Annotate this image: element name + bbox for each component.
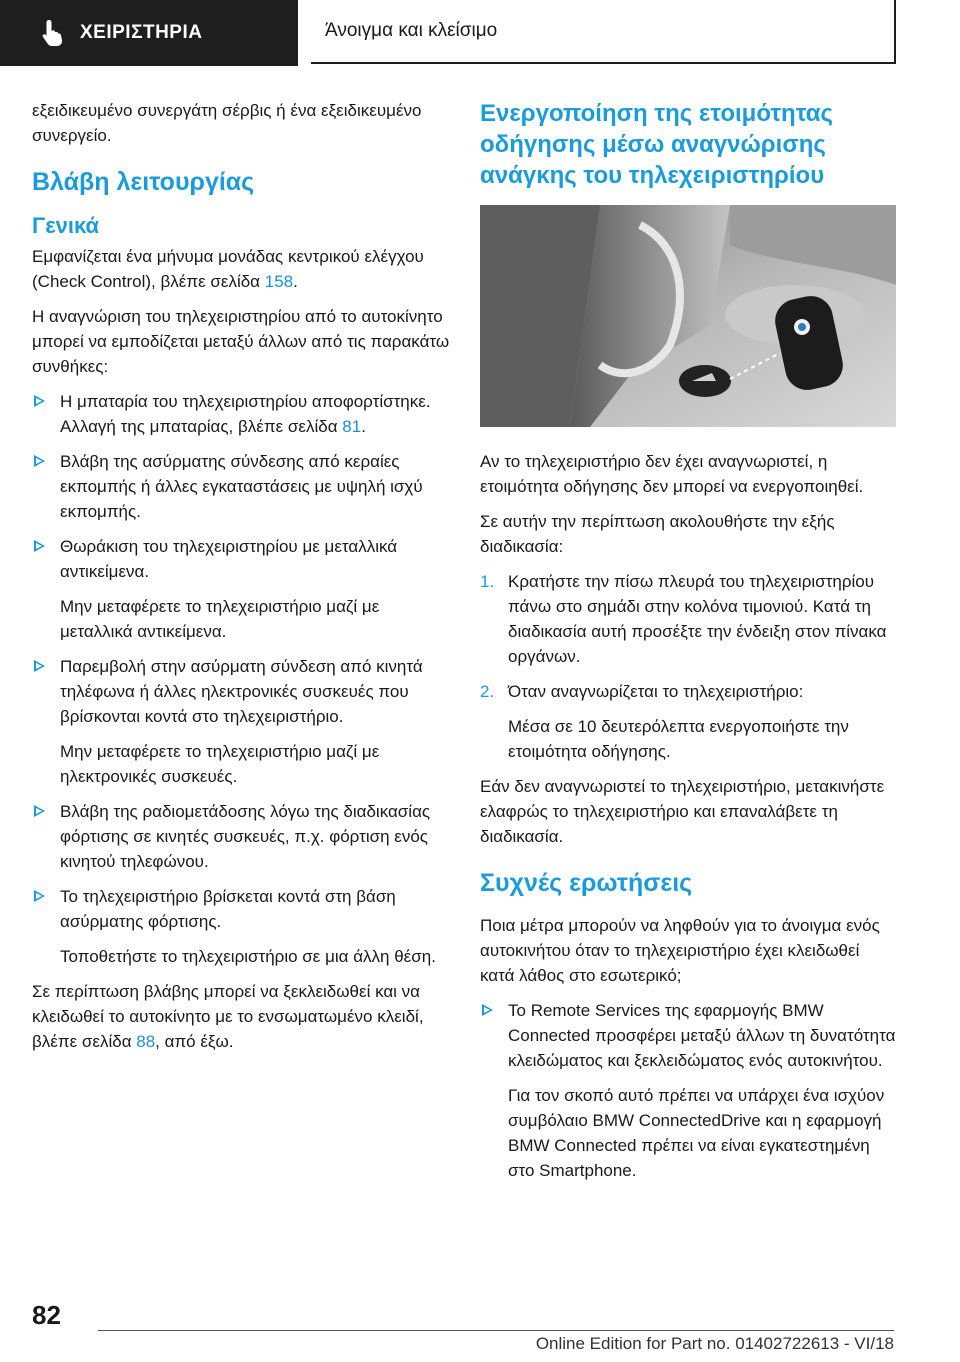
step-item: 1. Κρατήστε την πίσω πλευρά του τηλεχειριστηρίου πάνω στο σημάδι στην κολόνα τιμονιού. Κατά τη διαδικασία αυτή προσέξτε την ένδειξη στον πίνακα οργάνων. xyxy=(480,569,896,669)
remote-key-on-steering-column-image xyxy=(480,205,896,427)
retry-paragraph: Εάν δεν αναγνωριστεί το τηλεχειριστήριο, μετακινήστε ελαφρώς το τηλεχειριστήριο και επαναλάβετε τη διαδικασία. xyxy=(480,777,885,846)
list-item-note: Μην μεταφέρετε το τηλεχειριστήριο μαζί με ηλεκτρονικές συσκευές. xyxy=(60,742,380,786)
bullet-triangle-icon xyxy=(34,805,45,817)
page-link-81[interactable]: 81 xyxy=(342,417,362,436)
page-header xyxy=(0,0,960,66)
faq-question: Ποια μέτρα μπορούν να ληφθούν για το άνοιγμα ενός αυτοκινήτου όταν το τηλεχειριστήριο έχει κλειδωθεί κατά λάθος στο εσωτερικό; xyxy=(480,916,880,985)
left-column xyxy=(32,98,452,1064)
section-heading-drive-ready: Ενεργοποίηση της ετοιμότητας οδήγησης μέσω αναγνώρισης ανάγκης του τηλεχειριστηρίου xyxy=(480,100,833,189)
not-recognised-paragraph: Αν το τηλεχειριστήριο δεν έχει αναγνωριστεί, η ετοιμότητα οδήγησης δεν μπορεί να ενεργοποιηθεί. xyxy=(480,452,864,496)
section-tab[interactable] xyxy=(0,0,298,66)
list-item-note: Μην μεταφέρετε το τηλεχειριστήριο μαζί με μεταλλικά αντικείμενα. xyxy=(60,597,380,641)
list-item-note: Για τον σκοπό αυτό πρέπει να υπάρχει ένα ισχύον συμβόλαιο BMW ConnectedDrive και η εφαρμογή BMW Connected πρέπει να είναι εγκατεστημένη στο Smartphone. xyxy=(508,1086,885,1180)
bullet-triangle-icon xyxy=(34,455,45,467)
list-item: Η μπαταρία του τηλεχειριστηρίου αποφορτίστηκε. Αλλαγή της μπαταρίας, βλέπε σελίδα 81. xyxy=(32,389,452,439)
bullet-triangle-icon xyxy=(34,395,45,407)
bullet-triangle-icon xyxy=(482,1004,493,1016)
list-item: Θωράκιση του τηλεχειριστηρίου με μεταλλικά αντικείμενα. Μην μεταφέρετε το τηλεχειριστήριο μαζί με μεταλλικά αντικείμενα. xyxy=(32,534,452,644)
section-heading-faq: Συχνές ερωτήσεις xyxy=(480,869,693,897)
section-tab-label: ΧΕΙΡΙΣΤΗΡΙΑ xyxy=(80,22,203,43)
right-column xyxy=(480,98,896,1193)
page-number: 82 xyxy=(32,1300,61,1330)
step-item: 2. Όταν αναγνωρίζεται το τηλεχειριστήριο: Μέσα σε 10 δευτερόλεπτα ενεργοποιήστε την ετοιμότητα οδήγησης. xyxy=(480,679,896,764)
step-note: Μέσα σε 10 δευτερόλεπτα ενεργοποιήστε την ετοιμότητα οδήγησης. xyxy=(508,717,849,761)
section-heading-malfunction: Βλάβη λειτουργίας xyxy=(32,168,255,196)
list-item: Βλάβη της ασύρματης σύνδεσης από κεραίες εκπομπής ή άλλες εγκαταστάσεις με υψηλή ισχύ εκπομπής. xyxy=(32,449,452,524)
list-item: Βλάβη της ραδιομετάδοσης λόγω της διαδικασίας φόρτισης σε κινητές συσκευές, π.χ. φόρτιση ενός κινητού τηλεφώνου. xyxy=(32,799,452,874)
page-link-88[interactable]: 88 xyxy=(136,1032,156,1051)
procedure-intro-paragraph: Σε αυτήν την περίπτωση ακολουθήστε την εξής διαδικασία: xyxy=(480,512,835,556)
hand-pointer-icon xyxy=(40,18,66,48)
page-link-158[interactable]: 158 xyxy=(264,272,294,291)
bullet-triangle-icon xyxy=(34,660,45,672)
recognition-paragraph: Η αναγνώριση του τηλεχειριστηρίου από το αυτοκίνητο μπορεί να εμποδίζεται μεταξύ άλλων από τις παρακάτω συνθήκες: xyxy=(32,307,450,376)
subheading-general: Γενικά xyxy=(32,213,100,238)
procedure-steps xyxy=(480,569,896,764)
conditions-list xyxy=(32,389,452,969)
list-item: Το τηλεχειριστήριο βρίσκεται κοντά στη βάση ασύρματης φόρτισης. Τοποθετήστε το τηλεχειριστήριο σε μια άλλη θέση. xyxy=(32,884,452,969)
footer-edition: Online Edition for Part no. 01402722613 - VI/18 xyxy=(535,1334,894,1353)
chapter-tab-label: Άνοιγμα και κλείσιμο xyxy=(325,20,498,41)
bullet-triangle-icon xyxy=(34,890,45,902)
chapter-tab[interactable] xyxy=(311,0,896,64)
intro-paragraph: εξειδικευμένο συνεργάτη σέρβις ή ένα εξειδικευμένο συνεργείο. xyxy=(32,101,422,145)
list-item-note: Τοποθετήστε το τηλεχειριστήριο σε μια άλλη θέση. xyxy=(60,947,436,966)
check-control-paragraph: Εμφανίζεται ένα μήνυμα μονάδας κεντρικού ελέγχου (Check Control), βλέπε σελίδα 158. xyxy=(32,247,424,291)
footer-divider xyxy=(98,1330,894,1331)
step-number: 1. xyxy=(480,572,495,591)
integrated-key-paragraph: Σε περίπτωση βλάβης μπορεί να ξεκλειδωθεί και να κλειδωθεί το αυτοκίνητο με το ενσωματωμένο κλειδί, βλέπε σελίδα 88, από έξω. xyxy=(32,982,424,1051)
list-item: Το Remote Services της εφαρμογής BMW Connected προσφέρει μεταξύ άλλων τη δυνατότητα κλειδώματος και ξεκλειδώματος ενός αυτοκινήτου. Για τον σκοπό αυτό πρέπει να υπάρχει ένα ισχύον συμβόλαιο BMW ConnectedDrive και η εφαρμογή BMW Connected πρέπει να είναι εγκατεστημένη στο Smartphone. xyxy=(480,998,896,1183)
list-item: Παρεμβολή στην ασύρματη σύνδεση από κινητά τηλέφωνα ή άλλες ηλεκτρονικές συσκευές που βρίσκονται κοντά στο τηλεχειριστήριο. Μην μεταφέρετε το τηλεχειριστήριο μαζί με ηλεκτρονικές συσκευές. xyxy=(32,654,452,789)
bullet-triangle-icon xyxy=(34,540,45,552)
step-number: 2. xyxy=(480,682,495,701)
faq-answers-list xyxy=(480,998,896,1183)
